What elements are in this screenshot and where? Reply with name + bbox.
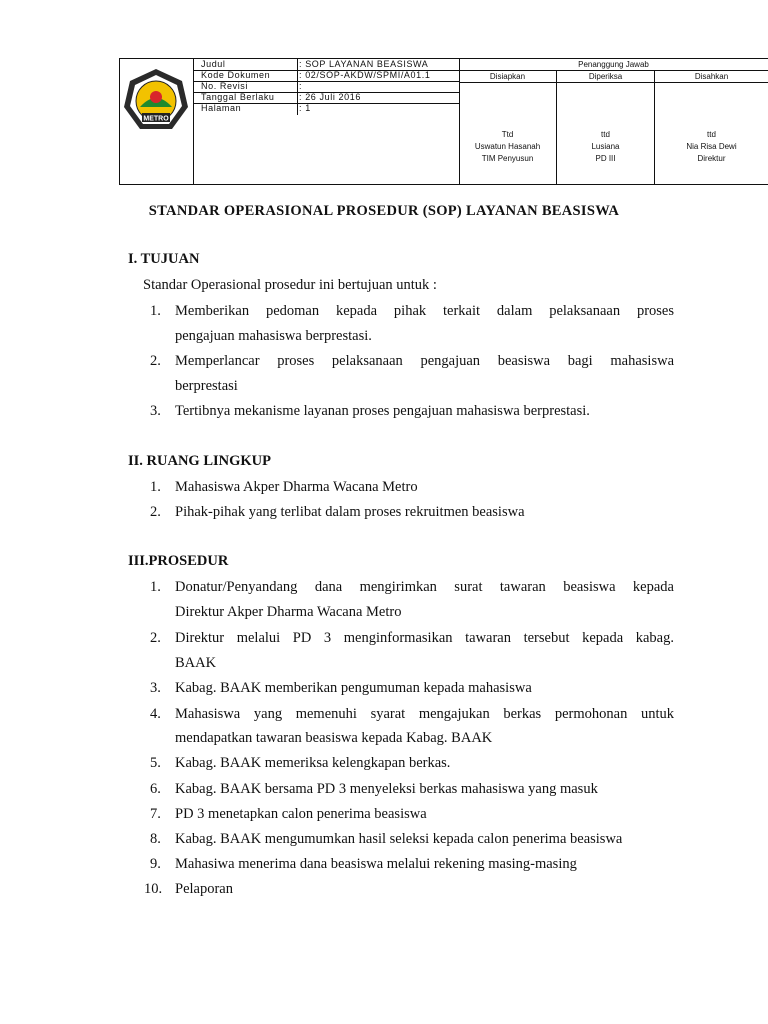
list-number: 1.	[150, 303, 161, 319]
document-header-table	[119, 58, 768, 185]
list-item-line: Donatur/Penyandang dana mengirimkan surat tawaran beasiswa kepada	[175, 579, 674, 595]
list-item-line: mendapatkan tawaran beasiswa kepada Kabag. BAAK	[175, 730, 493, 746]
list-number: 3.	[150, 403, 161, 419]
list-item-line: Direktur Akper Dharma Wacana Metro	[175, 604, 402, 620]
list-item-line: Memberikan pedoman kepada pihak terkait dalam pelaksanaan proses	[175, 303, 674, 319]
list-number: 4.	[150, 706, 161, 722]
list-item-line: Mahasiwa menerima dana beasiswa melalui rekening masing-masing	[175, 856, 577, 872]
list-number: 6.	[150, 781, 161, 797]
list-number: 2.	[150, 504, 161, 520]
meta-row-halaman: Halaman : 1	[201, 103, 311, 113]
list-item-line: Tertibnya mekanisme layanan proses pengajuan mahasiswa berprestasi.	[175, 403, 590, 419]
list-item-line: Kabag. BAAK memeriksa kelengkapan berkas.	[175, 755, 451, 771]
list-number: 8.	[150, 831, 161, 847]
list-item-line: Memperlancar proses pelaksanaan pengajuan beasiswa bagi mahasiswa	[175, 353, 674, 369]
section-tujuan-title: I. TUJUAN	[128, 251, 200, 267]
list-number: 1.	[150, 579, 161, 595]
penanggung-jawab-title: Penanggung Jawab	[459, 59, 768, 71]
list-item-line: pengajuan mahasiswa berprestasi.	[175, 328, 372, 344]
col-diperiksa: Diperiksa ttd Lusiana PD III	[557, 71, 655, 184]
logo-cell	[120, 59, 194, 184]
section-ruang-lingkup-title: II. RUANG LINGKUP	[128, 453, 271, 469]
meta-row-tanggal-berlaku: Tanggal Berlaku : 26 Juli 2016	[193, 92, 459, 104]
list-item-line: BAAK	[175, 655, 217, 671]
logo-text: METRO	[143, 115, 169, 123]
list-item-line: Mahasiswa Akper Dharma Wacana Metro	[175, 479, 418, 495]
institution-logo	[122, 67, 190, 133]
list-number: 5.	[150, 755, 161, 771]
document-title: STANDAR OPERASIONAL PROSEDUR (SOP) LAYANAN BEASISWA	[148, 203, 620, 219]
penanggung-jawab-table	[459, 59, 768, 184]
document-meta	[193, 59, 460, 184]
list-item-line: Kabag. BAAK mengumumkan hasil seleksi kepada calon penerima beasiswa	[175, 831, 623, 847]
list-number: 10.	[144, 881, 163, 897]
list-number: 1.	[150, 479, 161, 495]
list-item-line: Pihak-pihak yang terlibat dalam proses rekruitmen beasiswa	[175, 504, 525, 520]
list-item-line: Pelaporan	[175, 881, 233, 897]
list-number: 7.	[150, 806, 161, 822]
list-item-line: Kabag. BAAK bersama PD 3 menyeleksi berkas mahasiswa yang masuk	[175, 781, 598, 797]
section-tujuan-intro: Standar Operasional prosedur ini bertujuan untuk :	[143, 277, 437, 293]
list-item-line: PD 3 menetapkan calon penerima beasiswa	[175, 806, 427, 822]
col-disiapkan: Disiapkan Ttd Uswatun Hasanah TIM Penyusun	[459, 71, 557, 184]
meta-row-judul: Judul : SOP LAYANAN BEASISWA	[193, 59, 459, 71]
list-item-line: berprestasi	[175, 378, 238, 394]
list-item-line: Mahasiswa yang memenuhi syarat mengajukan berkas permohonan untuk	[175, 706, 674, 722]
list-item-line: Kabag. BAAK memberikan pengumuman kepada mahasiswa	[175, 680, 532, 696]
list-number: 9.	[150, 856, 161, 872]
list-number: 2.	[150, 353, 161, 369]
meta-row-kode-dokumen: Kode Dokumen : 02/SOP-AKDW/SPMI/A01.1	[193, 70, 459, 82]
list-number: 3.	[150, 680, 161, 696]
col-disahkan: Disahkan ttd Nia Risa Dewi Direktur	[655, 71, 768, 184]
meta-row-no-revisi: No. Revisi :	[193, 81, 459, 93]
list-number: 2.	[150, 630, 161, 646]
section-prosedur-title: III.PROSEDUR	[128, 553, 229, 569]
list-item-line: Direktur melalui PD 3 menginformasikan tawaran tersebut kepada kabag.	[175, 630, 674, 646]
